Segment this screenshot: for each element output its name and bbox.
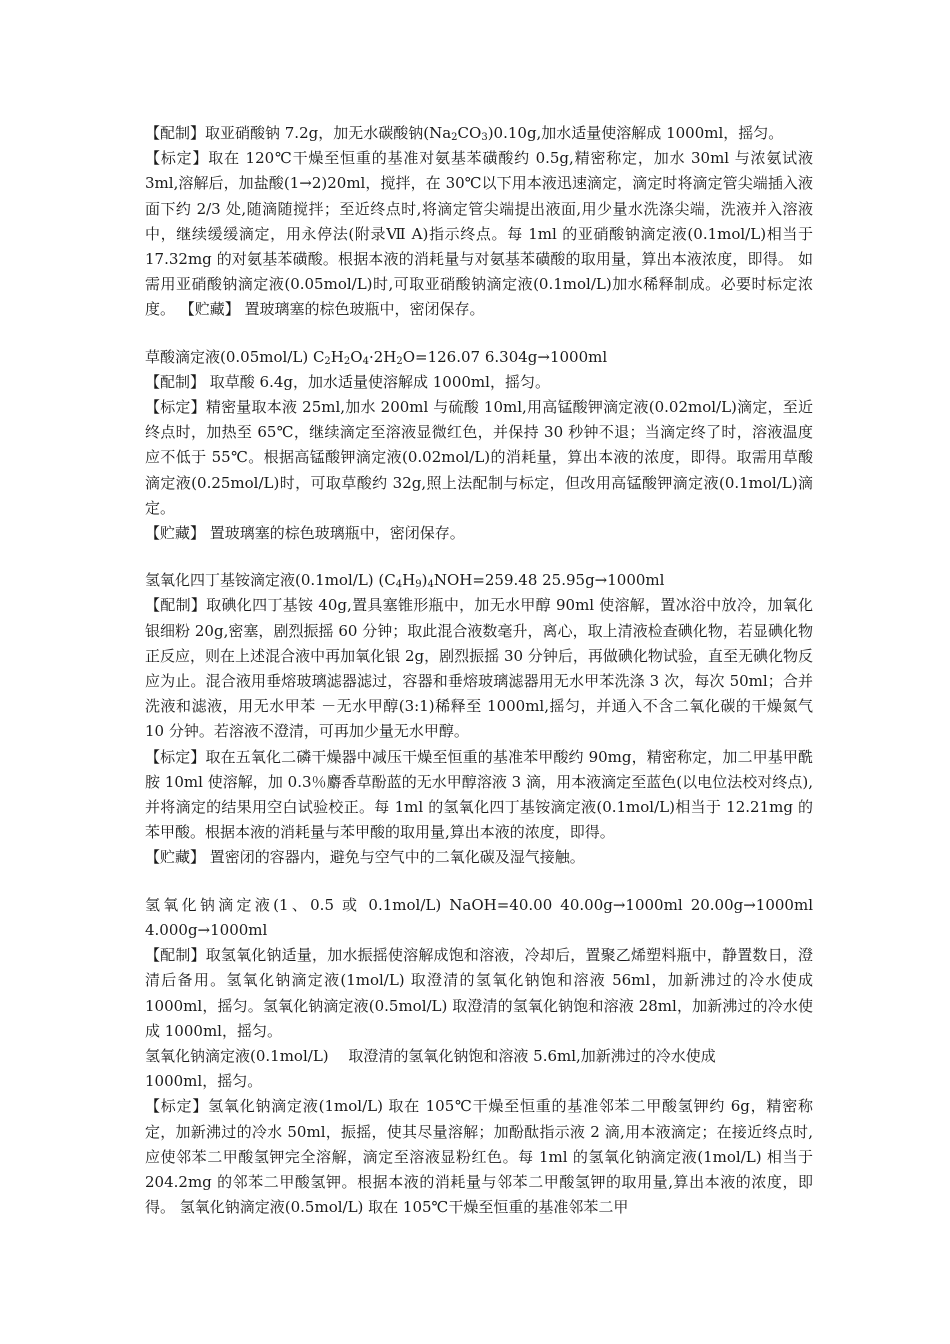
nitrite-preparation: 【配制】取亚硝酸钠 7.2g，加无水碳酸钠$(Na_2CO_3)0.10g$,加水适量使溶解成 1000ml，摇匀。: [145, 124, 784, 143]
tbah-preparation: 【配制】取碘化四丁基铵 40g,置具塞锥形瓶中，加无水甲醇 90ml 使溶解，置冰浴中放冷，加氧化银细粉 20g,密塞，剧烈振摇 60 分钟；取此混合液数毫升，离心，取上清液检查碘化物，若显碘化物正反应，则在上述混合液中再加氧化银 2g，剧烈振摇 30 分钟后，再做碘化物试验，直至无碘化物反应为止。混合液用垂熔玻璃滤器滤过，容器和垂熔玻璃滤器用无水甲苯洗涤 3 次，每次 50ml；合并洗液和滤液，用无水甲苯 －无水甲醇(3:1)稀释至 1000ml,摇匀，并通入不含二氧化碳的干燥氮气 10 分钟。若溶液不澄清，可再加少量无水甲醇。: [145, 596, 813, 741]
tbah-standardization: 【标定】取在五氧化二磷干燥器中减压干燥至恒重的基准苯甲酸约 90mg，精密称定，加二甲基甲酰胺 10ml 使溶解，加 0.3％麝香草酚蓝的无水甲醇溶液 3 滴，用本液滴定至蓝色(以电位法校对终点),并将滴定的结果用空白试验校正。每 1ml 的氢氧化四丁基铵滴定液(0.1mol/L)相当于 12.21mg 的苯甲酸。根据本液的消耗量与苯甲酸的取用量,算出本液的浓度，即得。: [145, 747, 813, 842]
tbah-heading: 氢氧化四丁基铵滴定液(0.1mol/L) $(C_4H_9)_4NOH=259.48$ 25.95g→1000ml: [145, 571, 665, 591]
tbah-storage: 【贮藏】 置密闭的容器内，避免与空气中的二氧化碳及湿气接触。: [145, 848, 585, 867]
oxalic-heading: 草酸滴定液(0.05mol/L) $C_2H_2O_4\cdot 2H_2O=126.07$ 6.304g→1000ml: [145, 347, 608, 367]
naoh-heading: 氢氧化钠滴定液(1、0.5 或 0.1mol/L) NaOH=40.00 40.00g→1000ml 20.00g→1000ml 4.000g→1000ml: [145, 895, 813, 939]
naoh-preparation-0-1: 氢氧化钠滴定液(0.1mol/L) 取澄清的氢氧化钠饱和溶液 5.6ml,加新沸过的冷水使成 1000ml，摇匀。: [145, 1046, 716, 1091]
naoh-preparation: 【配制】取氢氧化钠适量，加水振摇使溶解成饱和溶液，冷却后，置聚乙烯塑料瓶中，静置数日，澄清后备用。氢氧化钠滴定液(1mol/L) 取澄清的氢氧化钠饱和溶液 56ml，加新沸过的冷水使成 1000ml，摇匀。氢氧化钠滴定液(0.5mol/L) 取澄清的氢氧化钠饱和溶液 28ml，加新沸过的冷水使成 1000ml，摇匀。: [145, 946, 813, 1040]
nitrite-standardization: 【标定】取在 120℃干燥至恒重的基准对氨基苯磺酸约 0.5g,精密称定，加水 30ml 与浓氨试液 3ml,溶解后，加盐酸(1→2)20ml，搅拌，在 30℃以下用本液迅速滴定，滴定时将滴定管尖端插入液面下约 2/3 处,随滴随搅拌；至近终点时,将滴定管尖端提出液面,用少量水洗涤尖端，洗液并入溶液中，继续缓缓滴定，用永停法(附录Ⅶ A)指示终点。每 1ml 的亚硝酸钠滴定液(0.1mol/L)相当于 17.32mg 的对氨基苯磺酸。根据本液的消耗量与对氨基苯磺酸的取用量，算出本液浓度，即得。 如需用亚硝酸钠滴定液(0.05mol/L)时,可取亚硝酸钠滴定液(0.1mol/L)加水稀释制成。必要时标定浓度。 【贮藏】 置玻璃塞的棕色玻瓶中，密闭保存。: [145, 149, 813, 319]
oxalic-preparation: 【配制】 取草酸 6.4g，加水适量使溶解成 1000ml，摇匀。: [145, 372, 550, 391]
oxalic-storage: 【贮藏】 置玻璃塞的棕色玻璃瓶中，密闭保存。: [145, 524, 465, 543]
oxalic-standardization: 【标定】精密量取本液 25ml,加水 200ml 与硫酸 10ml,用高锰酸钾滴定液(0.02mol/L)滴定，至近终点时，加热至 65℃，继续滴定至溶液显微红色，并保持 30 秒钟不退；当滴定终了时，溶液温度应不低于 55℃。根据高锰酸钾滴定液(0.02mol/L)的消耗量，算出本液的浓度，即得。取需用草酸滴定液(0.25mol/L)时，可取草酸约 32g,照上法配制与标定，但改用高锰酸钾滴定液(0.1mol/L)滴定。: [145, 398, 813, 517]
document-body: [145, 121, 813, 1220]
naoh-standardization: 【标定】氢氧化钠滴定液(1mol/L) 取在 105℃干燥至恒重的基准邻苯二甲酸氢钾约 6g，精密称定，加新沸过的冷水 50ml，振摇，使其尽量溶解；加酚酞指示液 2 滴,用本液滴定；在接近终点时,应使邻苯二甲酸氢钾完全溶解，滴定至溶液显粉红色。每 1ml 的氢氧化钠滴定液(1mol/L) 相当于 204.2mg 的邻苯二甲酸氢钾。根据本液的消耗量与邻苯二甲酸氢钾的取用量,算出本液的浓度，即得。 氢氧化钠滴定液(0.5mol/L) 取在 105℃干燥至恒重的基准邻苯二甲: [145, 1097, 813, 1217]
